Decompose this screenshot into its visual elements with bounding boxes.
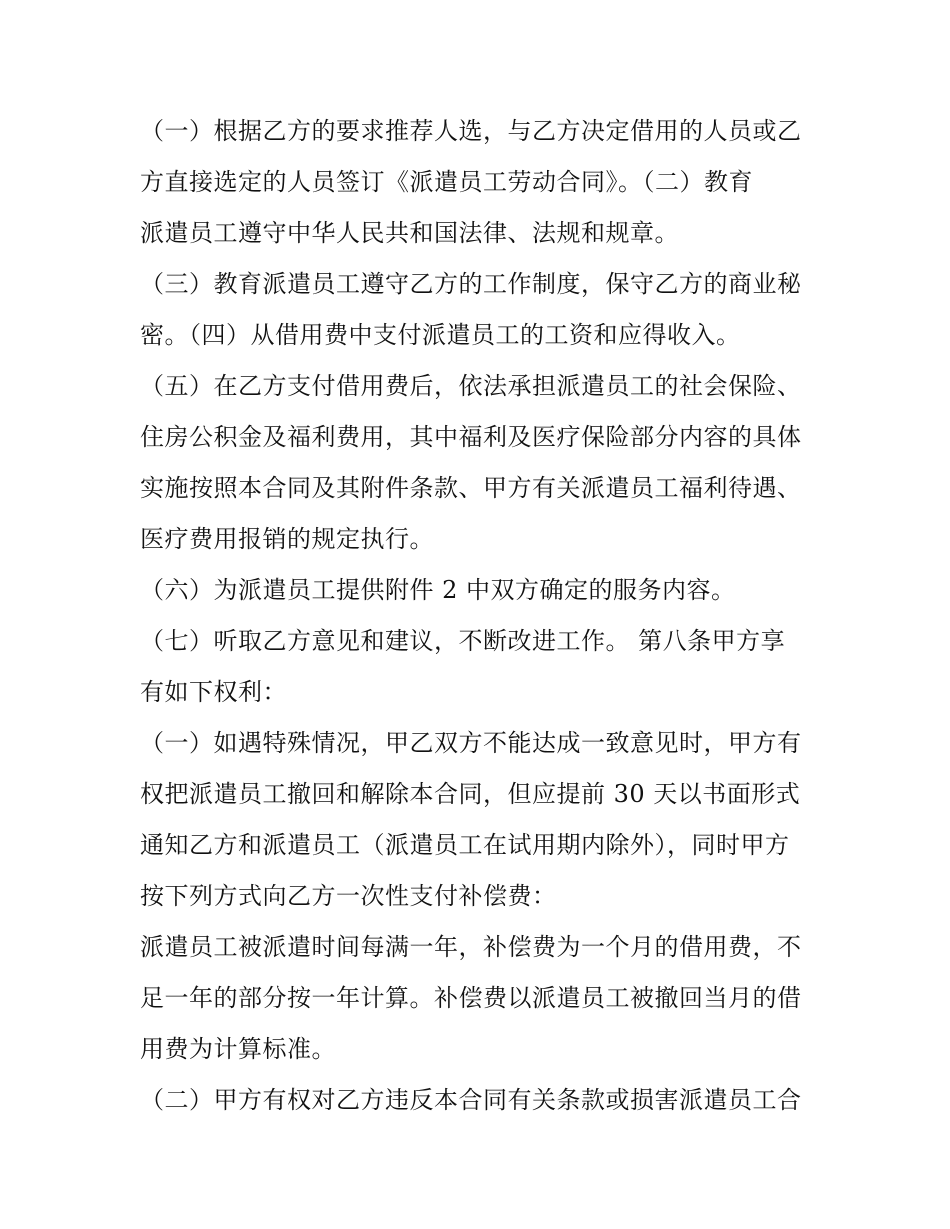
text-line: 派遣员工被派遣时间每满一年，补偿费为一个月的借用费，不 xyxy=(140,933,802,961)
text-line: （五）在乙方支付借用费后，依法承担派遣员工的社会保险、 xyxy=(140,372,802,400)
text-line: 住房公积金及福利费用，其中福利及医疗保险部分内容的具体 xyxy=(140,423,802,451)
text-line: 密。（四）从借用费中支付派遣员工的工资和应得收入。 xyxy=(140,321,741,349)
document-body xyxy=(140,106,820,1126)
text-line: （一）根据乙方的要求推荐人选，与乙方决定借用的人员或乙 xyxy=(140,117,802,145)
text-line: 权把派遣员工撤回和解除本合同，但应提前 30 天以书面形式 xyxy=(140,780,801,808)
text-line: 方直接选定的人员签订《派遣员工劳动合同》。（二）教育 xyxy=(140,168,753,196)
text-line: 有如下权利： xyxy=(140,678,287,706)
text-line: 足一年的部分按一年计算。补偿费以派遣员工被撤回当月的借 xyxy=(140,984,802,1012)
text-line: 派遣员工遵守中华人民共和国法律、法规和规章。 xyxy=(140,219,679,247)
text-line: （一）如遇特殊情况，甲乙双方不能达成一致意见时，甲方有 xyxy=(140,729,802,757)
text-line: （二）甲方有权对乙方违反本合同有关条款或损害派遣员工合 xyxy=(140,1086,802,1114)
text-line: （三）教育派遣员工遵守乙方的工作制度，保守乙方的商业秘 xyxy=(140,270,802,298)
text-line: 用费为计算标准。 xyxy=(140,1035,336,1063)
text-line: （七）听取乙方意见和建议，不断改进工作。 第八条甲方享 xyxy=(140,627,786,655)
text-line: 实施按照本合同及其附件条款、甲方有关派遣员工福利待遇、 xyxy=(140,474,802,502)
text-line: 按下列方式向乙方一次性支付补偿费： xyxy=(140,882,557,910)
text-line: 通知乙方和派遣员工（派遣员工在试用期内除外），同时甲方 xyxy=(140,831,790,859)
text-line: （六）为派遣员工提供附件 2 中双方确定的服务内容。 xyxy=(140,576,736,604)
text-line: 医疗费用报销的规定执行。 xyxy=(140,525,434,553)
